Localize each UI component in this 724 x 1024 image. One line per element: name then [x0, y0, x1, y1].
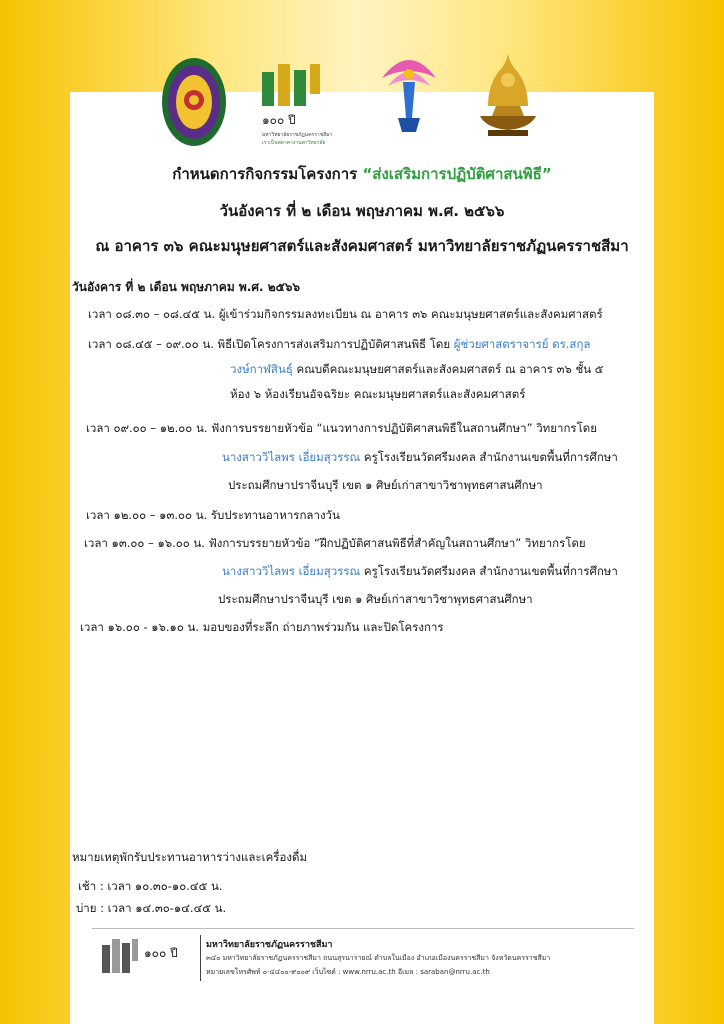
schedule-item-lecture-1-speaker: [222, 449, 618, 465]
footer-org-name: มหาวิทยาลัยราชภัฏนครราชสีมา: [206, 940, 333, 950]
footer-address: ๓๔๐ มหาวิทยาลัยราชภัฏนครราชสีมา ถนนสุรนารายณ์ ตำบลในเมือง อำเภอเมืองนครราชสีมา จังหวัดนครราชสีมา: [206, 954, 551, 962]
centennial-text: ๑๐๐ ปี: [262, 113, 296, 127]
speaker-name-dean: ผู้ช่วยศาสตราจารย์ ดร.สกุล: [453, 337, 591, 351]
schedule-item-lecture-1: เวลา ๐๙.๐๐ – ๑๒.๐๐ น. ฟังการบรรยายหัวข้อ “แนวทางการปฏิบัติศาสนพิธีในสถานศึกษา” วิทยากรโดย: [86, 421, 597, 435]
speaker-affiliation-lecture-2: ครูโรงเรียนวัดศรีมงคล สำนักงานเขตพื้นที่การศึกษา: [360, 564, 618, 578]
schedule-item-lecture-2: เวลา ๑๓.๐๐ – ๑๖.๐๐ น. ฟังการบรรยายหัวข้อ “ฝึกปฏิบัติศาสนพิธีที่สำคัญในสถานศึกษา” วิทยากรโดย: [84, 536, 586, 550]
project-name-highlight: “ส่งเสริมการปฏิบัติศาสนพิธี”: [362, 165, 552, 183]
buddha-statue-logo: [470, 50, 546, 142]
schedule-item-opening-room: ห้อง ๖ ห้องเรียนอัจฉริยะ คณะมนุษยศาสตร์และสังคมศาสตร์: [230, 387, 526, 401]
note-afternoon-break: บ่าย : เวลา ๑๔.๓๐-๑๔.๔๕ น.: [76, 901, 227, 915]
header-venue: ณ อาคาร ๓๖ คณะมนุษยศาสตร์และสังคมศาสตร์ มหาวิทยาลัยราชภัฏนครราชสีมา: [95, 237, 629, 255]
schedule-item-closing: เวลา ๑๖.๐๐ - ๑๖.๑๐ น. มอบของที่ระลึก ถ่ายภาพร่วมกัน และปิดโครงการ: [80, 620, 444, 634]
day-label: วันอังคาร ที่ ๒ เดือน พฤษภาคม พ.ศ. ๒๕๖๖: [72, 280, 300, 294]
centennial-logo: [258, 60, 338, 152]
centennial-sub1: มหาวิทยาลัยราชภัฏนครราชสีมา: [262, 132, 333, 138]
footer-centennial-logo: [98, 935, 196, 983]
schedule-item-opening-cont-text: คณบดีคณะมนุษยศาสตร์และสังคมศาสตร์ ณ อาคาร ๓๖ ชั้น ๕: [292, 362, 604, 376]
lotus-figure-logo: [376, 48, 442, 140]
centennial-sub2: เราเป็นพลาคางานพาวิทยาลัย: [262, 140, 326, 146]
speaker-name-lecture-1: นางสาววิไลพร เอี่ยมสุวรรณ: [222, 450, 361, 464]
schedule-item-lunch: เวลา ๑๒.๐๐ – ๑๓.๐๐ น. รับประทานอาหารกลางวัน: [86, 508, 340, 522]
university-seal-logo: [160, 56, 228, 148]
schedule-item-registration: เวลา ๐๘.๓๐ – ๐๘.๔๕ น. ผู้เข้าร่วมกิจกรรมลงทะเบียน ณ อาคาร ๓๖ คณะมนุษยศาสตร์และสังคมศาสตร์: [88, 307, 603, 321]
schedule-item-opening-text: เวลา ๐๘.๔๕ – ๐๙.๐๐ น. พิธีเปิดโครงการส่งเสริมการปฏิบัติศาสนพิธี โดย: [88, 337, 454, 351]
header-date: วันอังคาร ที่ ๒ เดือน พฤษภาคม พ.ศ. ๒๕๖๖: [219, 202, 505, 220]
footer-centennial-text: ๑๐๐ ปี: [144, 946, 178, 960]
header-line-1-prefix: กำหนดการกิจกรรมโครงการ: [172, 165, 363, 183]
letterhead-footer: [92, 928, 634, 987]
schedule-item-lecture-2-cont: ประถมศึกษาปราจีนบุรี เขต ๑ ศิษย์เก่าสาขาวิชาพุทธศาสนศึกษา: [218, 592, 533, 606]
speaker-name-lecture-2: นางสาววิไลพร เอี่ยมสุวรรณ: [222, 564, 361, 578]
schedule-item-lecture-2-speaker: [222, 563, 618, 579]
footer-contact: หมายเลขโทรศัพท์ ๐-๔๔๐๐-๙๐๐๙ เว็บไซต์ : www.nrru.ac.th อีเมล : saraban@nrru.ac.th: [206, 968, 490, 976]
note-morning-break: เช้า : เวลา ๑๐.๓๐-๑๐.๔๕ น.: [78, 879, 223, 893]
header-line-1: [70, 164, 654, 184]
schedule-item-opening: [88, 336, 590, 352]
schedule-item-lecture-1-cont: ประถมศึกษาปราจีนบุรี เขต ๑ ศิษย์เก่าสาขาวิชาพุทธศาสนศึกษา: [228, 478, 543, 492]
footer-separator: [200, 935, 201, 981]
speaker-affiliation-lecture-1: ครูโรงเรียนวัดศรีมงคล สำนักงานเขตพื้นที่การศึกษา: [360, 450, 618, 464]
speaker-surname-dean: วงษ์กาฬสินธุ์: [230, 362, 293, 376]
schedule-item-opening-cont: [230, 361, 603, 377]
note-title: หมายเหตุพักรับประทานอาหารว่างและเครื่องดื่ม: [72, 850, 308, 864]
